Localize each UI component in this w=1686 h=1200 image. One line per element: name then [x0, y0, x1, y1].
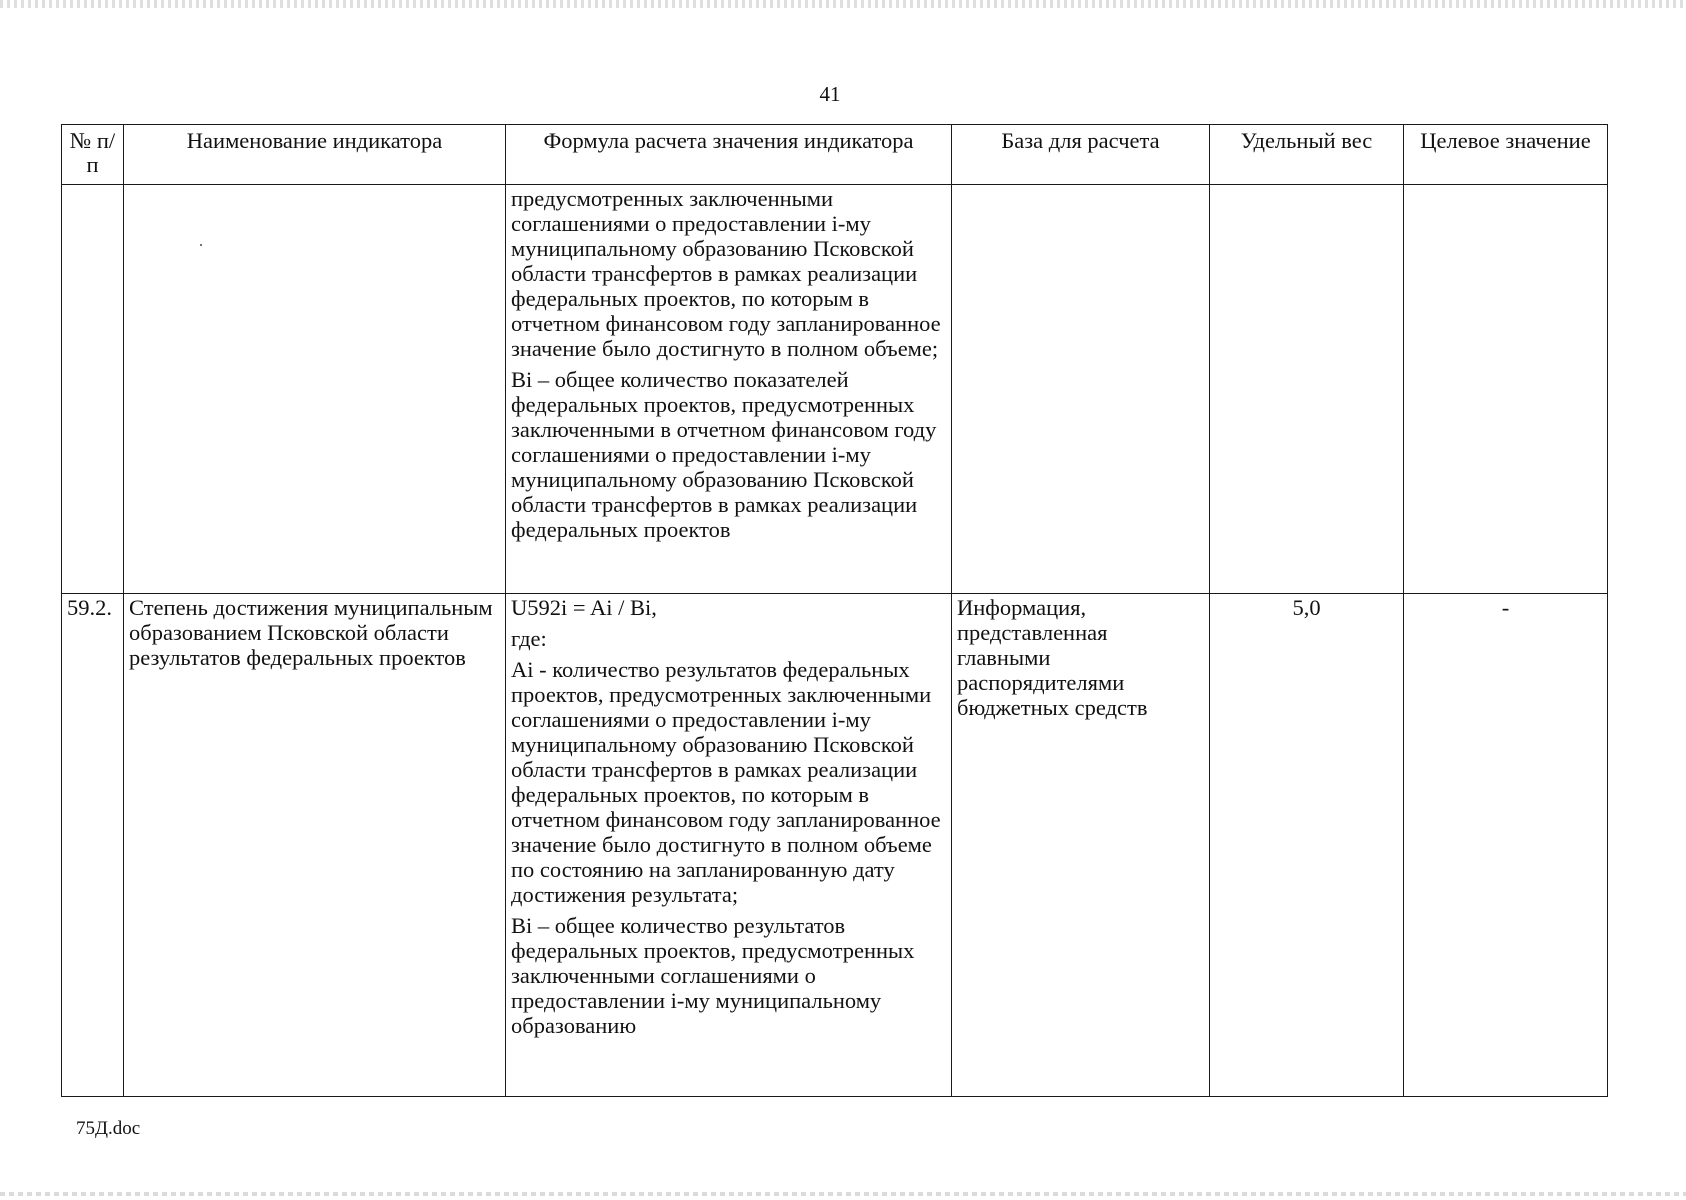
cell-weight	[1210, 185, 1404, 594]
cell-base	[952, 185, 1210, 594]
cell-formula	[506, 185, 952, 594]
cell-target: -	[1404, 594, 1608, 1097]
scan-edge-bottom	[0, 1192, 1686, 1196]
header-indicator-name: Наименование индикатора	[124, 125, 506, 185]
header-number: № п/п	[62, 125, 124, 185]
header-target: Целевое значение	[1404, 125, 1608, 185]
formula-where: где:	[511, 626, 547, 651]
cell-number: 59.2.	[62, 594, 124, 1097]
page-number: 41	[819, 82, 841, 106]
cell-indicator-name	[124, 185, 506, 594]
cell-number	[62, 185, 124, 594]
cell-weight: 5,0	[1210, 594, 1404, 1097]
formula-paragraph: Bi – общее количество результатов федеральных проектов, предусмотренных заключенными соглашениями о предоставлении i-му муниципальному образованию	[511, 913, 915, 1038]
header-base: База для расчета	[952, 125, 1210, 185]
scan-edge-top	[0, 0, 1686, 8]
table-row-59-2	[62, 594, 1608, 1097]
formula-paragraph: предусмотренных заключенными соглашениями о предоставлении i-му муниципальному образованию Псковской области трансфертов в рамках реализации федеральных проектов, по которым в отчетном финансовом году запланированное значение было достигнуто в полном объеме;	[511, 186, 941, 361]
cell-base: Информация, представленная главными распорядителями бюджетных средств	[952, 594, 1210, 1097]
indicator-table	[61, 124, 1608, 1097]
header-weight: Удельный вес	[1210, 125, 1404, 185]
footer-filename: 75Д.doc	[76, 1118, 141, 1139]
formula-paragraph: Ai - количество результатов федеральных проектов, предусмотренных заключенными соглашениями о предоставлении i-му муниципальному образованию Псковской области трансфертов в рамках реализации федеральных проектов, по которым в отчетном финансовом году запланированное значение было достигнуто в полном объеме по состоянию на запланированную дату достижения результата;	[511, 657, 941, 907]
scan-speck	[200, 244, 202, 246]
formula-main: U592i = Ai / Bi,	[511, 595, 657, 620]
formula-paragraph: Bi – общее количество показателей федеральных проектов, предусмотренных заключенными в отчетном финансовом году соглашениями о предоставлении i-му муниципальному образованию Псковской области трансфертов в рамках реализации федеральных проектов	[511, 367, 937, 542]
table-header-row	[62, 125, 1608, 185]
header-formula: Формула расчета значения индикатора	[506, 125, 952, 185]
cell-target	[1404, 185, 1608, 594]
table-row-continuation	[62, 185, 1608, 594]
cell-formula	[506, 594, 952, 1097]
cell-indicator-name: Степень достижения муниципальным образованием Псковской области результатов федеральных проектов	[124, 594, 506, 1097]
